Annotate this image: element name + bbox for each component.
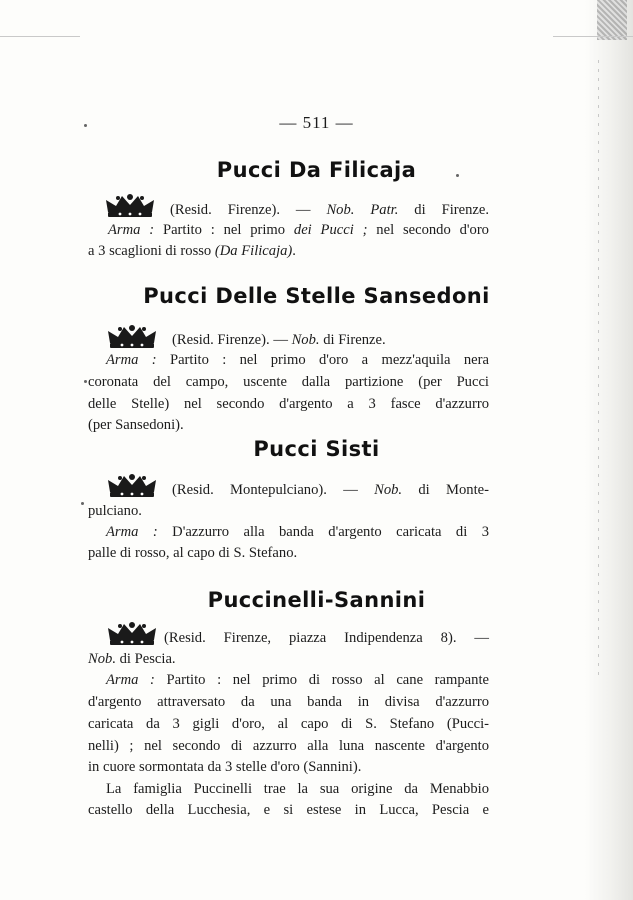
- text-line: d'argento attraversato da una banda in divisa d'azzurro: [88, 694, 489, 710]
- scan-top-line-right: [553, 36, 633, 37]
- scan-top-line-left: [0, 36, 80, 37]
- speck: [84, 380, 87, 383]
- text-line: (Resid. Firenze, piazza Indipendenza 8). —: [164, 630, 489, 646]
- scan-edge-mark: [597, 0, 627, 40]
- text-line: a 3 scaglioni di rosso (Da Filicaja).: [88, 243, 296, 259]
- entry-title: Puccinelli-Sannini: [207, 588, 426, 612]
- crown-icon: [106, 620, 158, 648]
- entry-title: Pucci Da Filicaja: [216, 158, 417, 182]
- text-line: Arma : D'azzurro alla banda d'argento caricata di 3: [106, 524, 489, 540]
- entry-title: Pucci Sisti: [253, 437, 380, 461]
- scan-edge-line: [598, 60, 599, 680]
- text-line: (Resid. Firenze). — Nob. di Firenze.: [172, 332, 386, 348]
- text-line: nelli) ; nel secondo di azzurro alla luna nascente d'argento: [88, 738, 489, 754]
- text-line: Arma : Partito : nel primo dei Pucci ; nel secondo d'oro: [108, 222, 489, 238]
- text-line: in cuore sormontata da 3 stelle d'oro (Sannini).: [88, 759, 362, 775]
- text-line: delle Stelle) nel secondo d'argento a 3 fasce d'azzurro: [88, 396, 489, 412]
- text-line: coronata del campo, uscente dalla partizione (per Pucci: [88, 374, 489, 390]
- entry-title: Pucci Delle Stelle Sansedoni: [143, 284, 490, 308]
- text-line: caricata da 3 gigli d'oro, al capo di S. Stefano (Pucci-: [88, 716, 489, 732]
- crown-icon: [106, 323, 158, 351]
- text-line: La famiglia Puccinelli trae la sua origine da Menabbio: [106, 781, 489, 797]
- text-line: (Resid. Firenze). — Nob. Patr. di Firenze.: [170, 202, 490, 218]
- text-line: Arma : Partito : nel primo di rosso al cane rampante: [106, 672, 489, 688]
- speck: [81, 502, 84, 505]
- crown-icon: [106, 472, 158, 500]
- crown-icon: [104, 192, 156, 220]
- text-line: castello della Lucchesia, e si estese in Lucca, Pescia e: [88, 802, 489, 818]
- text-line: (Resid. Montepulciano). — Nob. di Monte-: [172, 482, 489, 498]
- text-line: Nob. di Pescia.: [88, 651, 176, 667]
- text-line: Arma : Partito : nel primo d'oro a mezz'aquila nera: [106, 352, 489, 368]
- text-line: (per Sansedoni).: [88, 417, 184, 433]
- page-number: — 511 —: [279, 113, 354, 132]
- text-line: pulciano.: [88, 503, 142, 519]
- text-line: palle di rosso, al capo di S. Stefano.: [88, 545, 298, 561]
